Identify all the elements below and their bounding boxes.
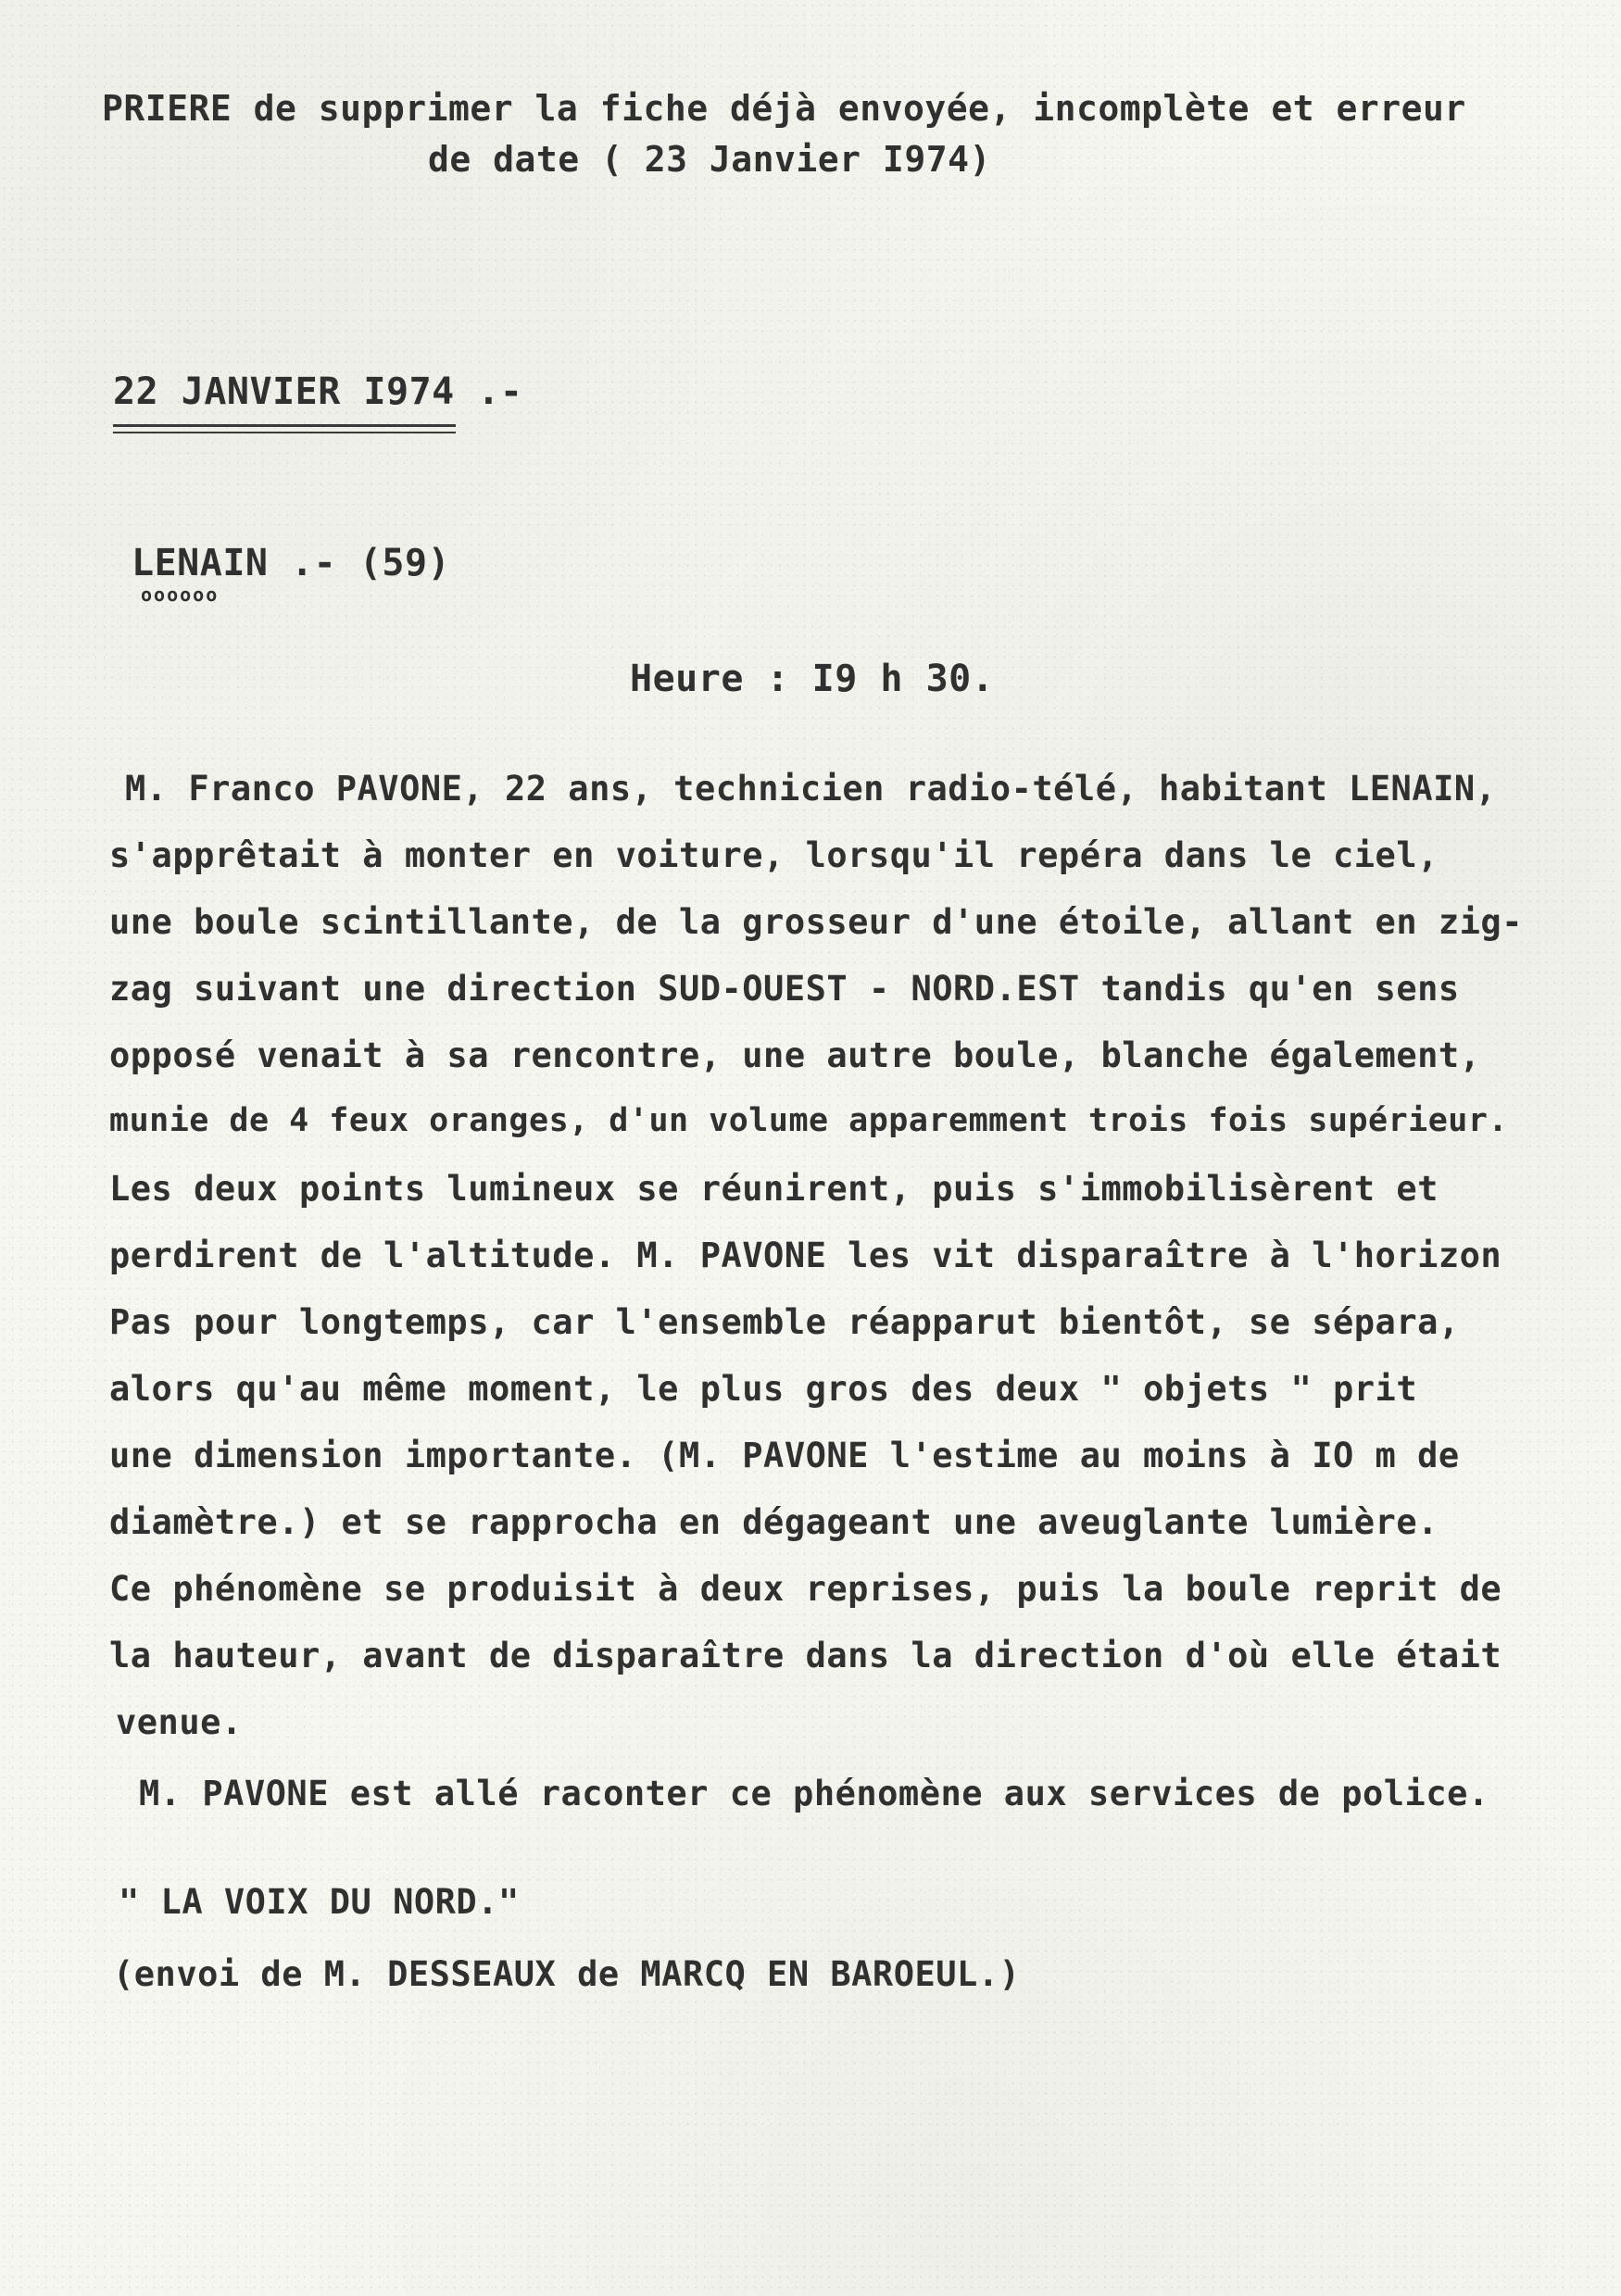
body-line: venue. (116, 1702, 243, 1742)
place-underline: oooooo (141, 583, 220, 606)
body-line: Pas pour longtemps, car l'ensemble réapparut bientôt, se sépara, (109, 1302, 1460, 1342)
report-date: 22 JANVIER I974 .- (113, 370, 523, 413)
header-note-line-2: de date ( 23 Janvier I974) (428, 139, 991, 180)
header-note-line-1: PRIERE de supprimer la fiche déjà envoyée, incomplète et erreur (102, 88, 1466, 129)
report-time: Heure : I9 h 30. (630, 658, 995, 700)
body-line: une dimension importante. (M. PAVONE l'estime au moins à IO m de (109, 1436, 1460, 1475)
date-underline-double (113, 432, 456, 433)
report-place: LENAIN .- (59) (132, 542, 451, 584)
body-line: opposé venait à sa rencontre, une autre boule, blanche également, (109, 1035, 1481, 1075)
body-line: diamètre.) et se rapprocha en dégageant une aveuglante lumière. (109, 1502, 1439, 1542)
body-line: M. Franco PAVONE, 22 ans, technicien radio-télé, habitant LENAIN, (125, 769, 1497, 809)
body-line: s'apprêtait à monter en voiture, lorsqu'il repéra dans le ciel, (109, 835, 1439, 875)
body-line: zag suivant une direction SUD-OUEST - NORD.EST tandis qu'en sens (109, 969, 1460, 1009)
body-line: Les deux points lumineux se réunirent, puis s'immobilisèrent et (109, 1169, 1439, 1209)
date-underline (113, 424, 456, 427)
body-line: Ce phénomène se produisit à deux reprises, puis la boule reprit de (109, 1569, 1502, 1609)
body-line: M. PAVONE est allé raconter ce phénomène aux services de police. (139, 1774, 1489, 1813)
body-line: perdirent de l'altitude. M. PAVONE les vit disparaître à l'horizon (109, 1236, 1502, 1275)
source-newspaper: " LA VOIX DU NORD." (119, 1882, 520, 1922)
body-line: munie de 4 feux oranges, d'un volume apparemment trois fois supérieur. (109, 1102, 1509, 1139)
body-line: la hauteur, avant de disparaître dans la direction d'où elle était (109, 1636, 1502, 1675)
body-line: alors qu'au même moment, le plus gros des deux " objets " prit (109, 1369, 1418, 1409)
source-sender: (envoi de M. DESSEAUX de MARCQ EN BAROEUL.) (113, 1954, 1021, 1994)
body-line: une boule scintillante, de la grosseur d'une étoile, allant en zig- (109, 902, 1523, 942)
